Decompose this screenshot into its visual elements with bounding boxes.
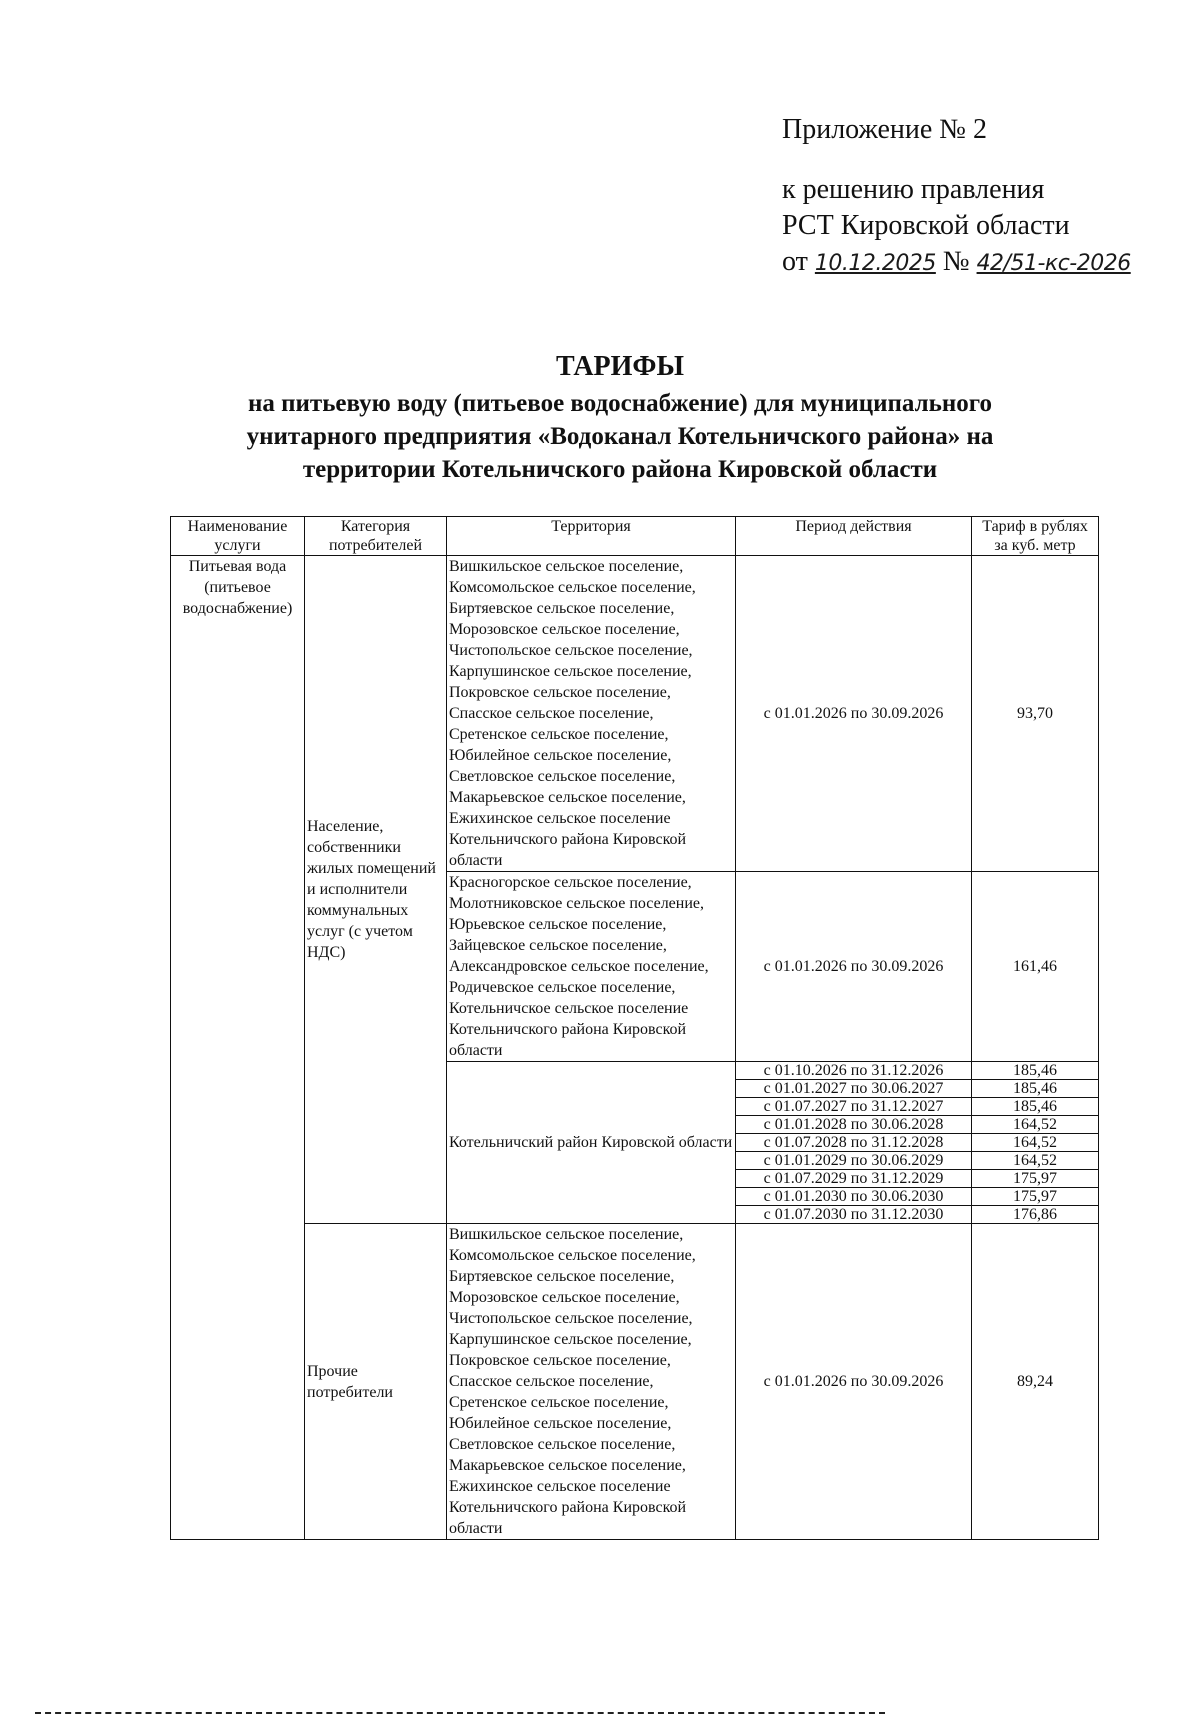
header-territory: Территория — [447, 517, 736, 556]
footer-scan-line — [35, 1712, 885, 1717]
heading-line1: на питьевую воду (питьевое водоснабжение) для муниципального — [247, 390, 993, 417]
territory-group1-cell: Вишкильское сельское поселение, Комсомольское сельское поселение, Биртяевское сельское поселение, Морозовское сельское поселение, Чистопольское сельское поселение, Карпушинское сельское поселение, Покровское сельское поселение, Спасское сельское поселение, Сретенское сельское поселение, Юбилейное сельское поселение, Светловское сельское поселение, Макарьевское сельское поселение, Ежихинское сельское поселение Котельничского района Кировской области — [447, 556, 736, 872]
heading-line3: территории Котельничского района Кировской области — [302, 456, 938, 483]
tariff-table — [170, 516, 1099, 1540]
handwritten-number: 42/51-кс-2026 — [976, 251, 1131, 276]
appendix-block — [782, 112, 1131, 282]
heading-main: ТАРИФЫ — [556, 351, 684, 382]
period-cell: с 01.07.2029 по 31.12.2029 — [736, 1170, 972, 1188]
tariff-cell: 185,46 — [972, 1062, 1099, 1080]
territory-district-cell: Котельничский район Кировской области — [447, 1062, 736, 1224]
table-row — [171, 1224, 1099, 1540]
period-cell: с 01.07.2028 по 31.12.2028 — [736, 1134, 972, 1152]
period-cell: с 01.07.2030 по 31.12.2030 — [736, 1206, 972, 1224]
heading-line2: унитарного предприятия «Водоканал Котельничского района» на — [246, 423, 994, 450]
period-cell: с 01.10.2026 по 31.12.2026 — [736, 1062, 972, 1080]
tariff-cell: 164,52 — [972, 1116, 1099, 1134]
table-row — [171, 556, 1099, 872]
tariff-cell: 176,86 — [972, 1206, 1099, 1224]
appendix-line2: РСТ Кировской области — [782, 210, 1070, 241]
tariff-cell: 175,97 — [972, 1170, 1099, 1188]
period-cell: с 01.01.2027 по 30.06.2027 — [736, 1080, 972, 1098]
category-other-cell: Прочие потребители — [305, 1224, 447, 1540]
period-cell: с 01.01.2026 по 30.09.2026 — [736, 1224, 972, 1540]
handwritten-date: 10.12.2025 — [814, 251, 936, 276]
territory-group2-cell: Красногорское сельское поселение, Молотниковское сельское поселение, Юрьевское сельское поселение, Зайцевское сельское поселение, Александровское сельское поселение, Родичевское сельское поселение, Котельничское сельское поселение Котельничского района Кировской области — [447, 872, 736, 1062]
period-cell: с 01.07.2027 по 31.12.2027 — [736, 1098, 972, 1116]
appendix-title: Приложение № 2 — [782, 114, 987, 145]
appendix-date-line — [782, 244, 1131, 282]
date-prefix: от — [782, 246, 808, 277]
header-period: Период действия — [736, 517, 972, 556]
tariff-cell: 164,52 — [972, 1134, 1099, 1152]
header-service: Наименование услуги — [171, 517, 305, 556]
appendix-line1: к решению правления — [782, 174, 1045, 205]
tariff-cell: 185,46 — [972, 1080, 1099, 1098]
tariff-cell: 89,24 — [972, 1224, 1099, 1540]
tariff-cell: 161,46 — [972, 872, 1099, 1062]
period-cell: с 01.01.2029 по 30.06.2029 — [736, 1152, 972, 1170]
header-tariff: Тариф в рублях за куб. метр — [972, 517, 1099, 556]
service-cell: Питьевая вода (питьевое водоснабжение) — [171, 556, 305, 1540]
tariff-cell: 93,70 — [972, 556, 1099, 872]
category-population-cell: Население, собственники жилых помещений и исполнители коммунальных услуг (с учетом НДС) — [305, 556, 447, 1224]
document-heading — [170, 350, 1070, 486]
period-cell: с 01.01.2026 по 30.09.2026 — [736, 872, 972, 1062]
period-cell: с 01.01.2026 по 30.09.2026 — [736, 556, 972, 872]
table-header-row — [171, 517, 1099, 556]
tariff-table-wrapper — [170, 516, 1098, 1540]
territory-group1-other-cell: Вишкильское сельское поселение, Комсомольское сельское поселение, Биртяевское сельское поселение, Морозовское сельское поселение, Чистопольское сельское поселение, Карпушинское сельское поселение, Покровское сельское поселение, Спасское сельское поселение, Сретенское сельское поселение, Юбилейное сельское поселение, Светловское сельское поселение, Макарьевское сельское поселение, Ежихинское сельское поселение Котельничского района Кировской области — [447, 1224, 736, 1540]
tariff-cell: 185,46 — [972, 1098, 1099, 1116]
number-prefix: № — [942, 246, 970, 277]
period-cell: с 01.01.2030 по 30.06.2030 — [736, 1188, 972, 1206]
tariff-cell: 175,97 — [972, 1188, 1099, 1206]
header-category: Категория потребителей — [305, 517, 447, 556]
tariff-cell: 164,52 — [972, 1152, 1099, 1170]
period-cell: с 01.01.2028 по 30.06.2028 — [736, 1116, 972, 1134]
